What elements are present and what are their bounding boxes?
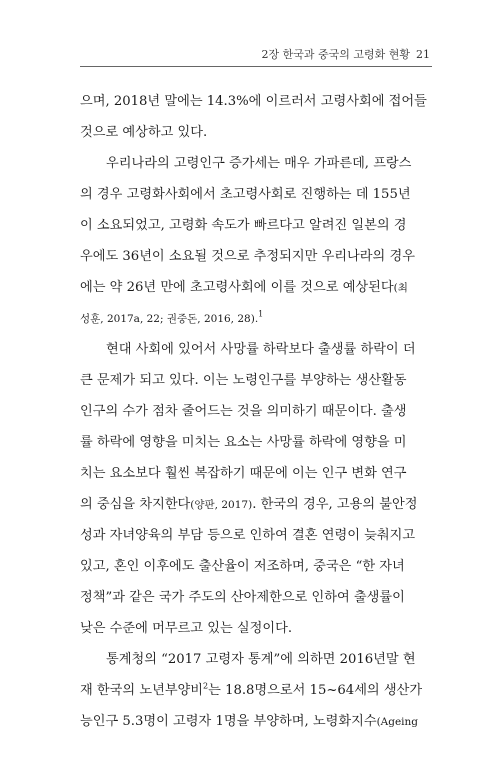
text-line [80, 489, 430, 520]
text-line: 치는 요소보다 훨씬 복잡하기 때문에 이는 인구 변화 연구 [80, 466, 407, 481]
text-line: 현대 사회에 있어서 사망률 하락보다 출생률 하락이 더 [106, 342, 416, 357]
text-line: 으며, 2018년 말에는 14.3%에 이르러서 고령사회에 접어들 [80, 94, 427, 109]
text-run: 는 18.8명으로서 15~64세의 생산가 [208, 683, 423, 698]
text-run: 의 중심을 차지한다 [80, 497, 191, 512]
text-line: 큰 문제가 되고 있다. 이는 노령인구를 부양하는 생산활동 [80, 373, 407, 388]
text-run: 재 한국의 노년부양비 [80, 683, 204, 698]
page-body [80, 86, 430, 737]
text-line: 의 경우 고령화사회에서 초고령사회로 진행하는 데 155년 [80, 187, 411, 202]
text-line: 이 소요되었고, 고령화 속도가 빠르다고 알려진 일본의 경 [80, 218, 407, 233]
citation: 성훈, 2017a, 22; 권중돈, 2016, 28). [80, 313, 259, 325]
text-line: 우에도 36년이 소요될 것으로 추정되지만 우리나라의 경우 [80, 249, 415, 264]
citation: (양판, 2017) [190, 499, 253, 511]
page-number: 21 [416, 48, 430, 61]
running-title: 2장 한국과 중국의 고령화 현황 [261, 48, 410, 61]
text-line [80, 675, 430, 706]
running-header [262, 46, 431, 62]
footnote-ref: 1 [258, 309, 264, 319]
text-line [80, 303, 430, 334]
text-line: 낮은 수준에 머무르고 있는 실정이다. [80, 621, 293, 636]
text-line: 것으로 예상하고 있다. [80, 125, 208, 140]
text-run: . 한국의 경우, 고용의 불안정 [252, 497, 418, 512]
text-line [80, 272, 430, 303]
text-line [80, 706, 430, 737]
text-line: 성과 자녀양육의 부담 등으로 인하여 결혼 연령이 늦춰지고 [80, 528, 416, 543]
text-line: 통계청의 “2017 고령자 통계”에 의하면 2016년말 현 [106, 652, 416, 667]
header-rule [80, 66, 432, 67]
citation: (Ageing [376, 716, 419, 728]
text-run: 에는 약 26년 만에 초고령사회에 이를 것으로 예상된다 [80, 280, 394, 295]
footnote-ref: 2 [203, 681, 209, 691]
text-run: 능인구 5.3명이 고령자 1명을 부양하며, 노령화지수 [80, 714, 377, 729]
text-line: 률 하락에 영향을 미치는 요소는 사망률 하락에 영향을 미 [80, 435, 407, 450]
text-line: 우리나라의 고령인구 증가세는 매우 가파른데, 프랑스 [106, 156, 412, 171]
citation: (최 [393, 282, 408, 294]
text-line: 인구의 수가 점차 줄어드는 것을 의미하기 때문이다. 출생 [80, 404, 407, 419]
text-line: 있고, 혼인 이후에도 출산율이 저조하며, 중국은 “한 자녀 [80, 559, 405, 574]
text-line: 정책”과 같은 국가 주도의 산아제한으로 인하여 출생률이 [80, 590, 405, 605]
